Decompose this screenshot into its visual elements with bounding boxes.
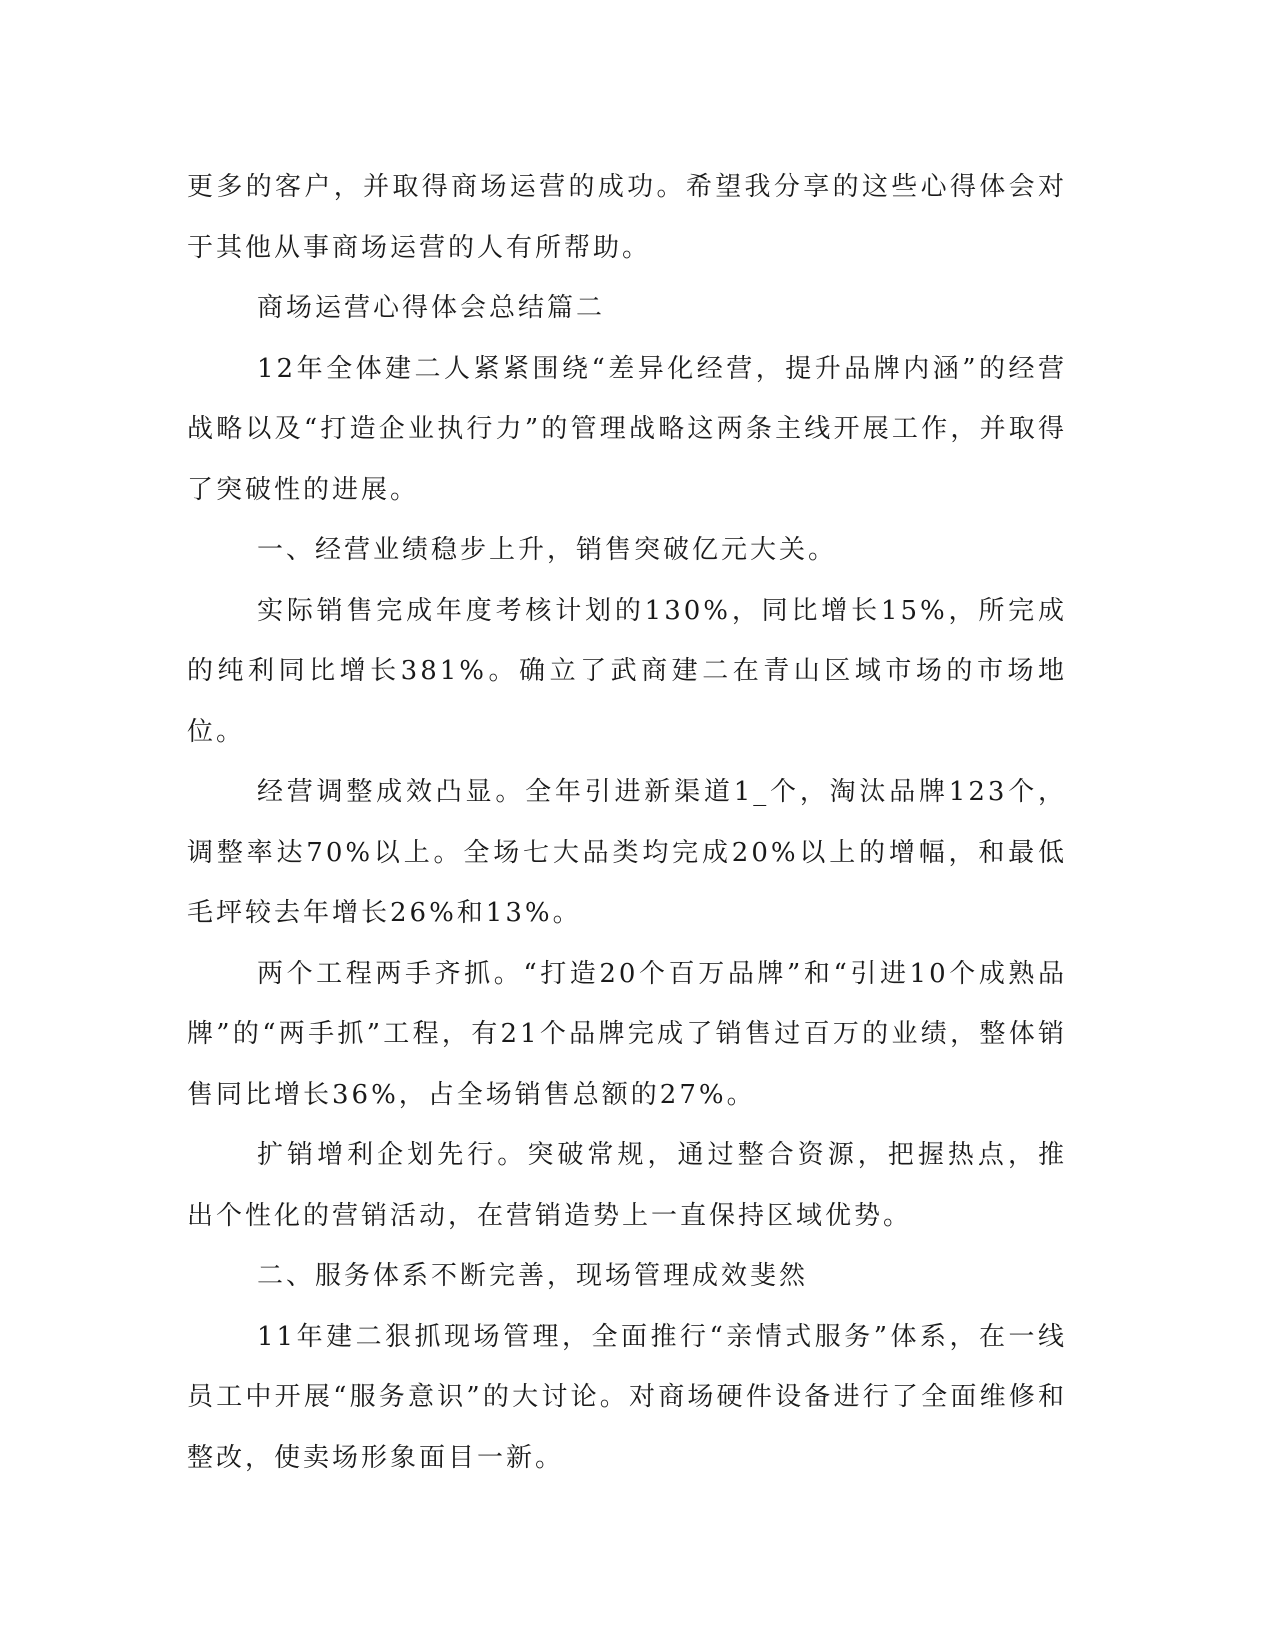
paragraph-continuation: 更多的客户，并取得商场运营的成功。希望我分享的这些心得体会对于其他从事商场运营的人有所帮助。 [187, 172, 1067, 263]
paragraph-adjustment: 经营调整成效凸显。全年引进新渠道1_个，淘汰品牌123个，调整率达70%以上。全场七大品类均完成20%以上的增幅，和最低毛坪较去年增长26%和13%。 [187, 777, 1067, 928]
paragraph-sales: 实际销售完成年度考核计划的130%，同比增长15%，所完成的纯利同比增长381%。确立了武商建二在青山区域市场的市场地位。 [187, 595, 1067, 747]
paragraph-intro: 12年全体建二人紧紧围绕“差异化经营，提升品牌内涵”的经营战略以及“打造企业执行力”的管理战略这两条主线开展工作，并取得了突破性的进展。 [187, 353, 1067, 505]
section-title-part-two: 商场运营心得体会总结篇二 [257, 293, 606, 323]
paragraph-marketing: 扩销增利企划先行。突破常规，通过整合资源，把握热点，推出个性化的营销活动，在营销造势上一直保持区域优势。 [187, 1140, 1067, 1231]
section-heading-2: 二、服务体系不断完善，现场管理成效斐然 [257, 1261, 809, 1291]
paragraph-service: 11年建二狠抓现场管理，全面推行“亲情式服务”体系，在一线员工中开展“服务意识”的大讨论。对商场硬件设备进行了全面维修和整改，使卖场形象面目一新。 [187, 1321, 1067, 1473]
paragraph-two-projects: 两个工程两手齐抓。“打造20个百万品牌”和“引进10个成熟品牌”的“两手抓”工程，有21个品牌完成了销售过百万的业绩，整体销售同比增长36%，占全场销售总额的27%。 [187, 958, 1067, 1110]
document-body [187, 157, 1067, 1488]
section-heading-1: 一、经营业绩稳步上升，销售突破亿元大关。 [257, 535, 838, 565]
